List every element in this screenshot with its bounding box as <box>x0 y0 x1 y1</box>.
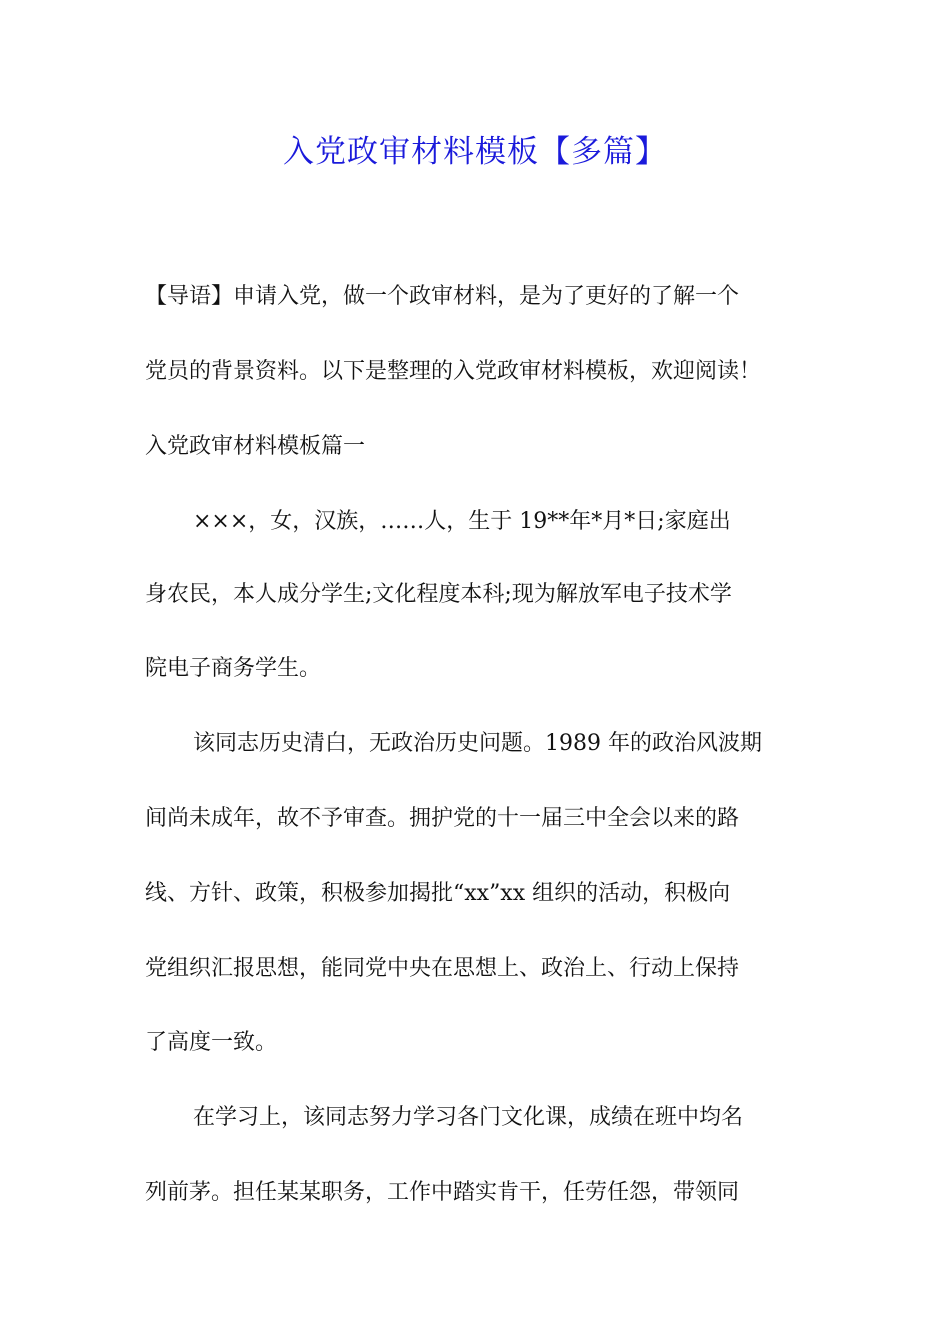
document-title: 入党政审材料模板【多篇】 <box>283 134 667 170</box>
paragraph-line: 在学习上，该同志努力学习各门文化课，成绩在班中均名 <box>193 1105 744 1130</box>
paragraph-line: 党员的背景资料。以下是整理的入党政审材料模板，欢迎阅读！ <box>145 359 762 384</box>
paragraph-line: 了高度一致。 <box>145 1030 278 1055</box>
paragraph-line: 线、方针、政策，积极参加揭批“xx”xx 组织的活动，积极向 <box>145 881 731 906</box>
paragraph-line: 院电子商务学生。 <box>145 656 322 681</box>
section-heading: 入党政审材料模板篇一 <box>145 434 366 459</box>
paragraph-line: ×××，女，汉族，……人，生于 19**年*月*日;家庭出 <box>193 509 731 534</box>
paragraph-line: 身农民，本人成分学生;文化程度本科;现为解放军电子技术学 <box>145 582 732 607</box>
paragraph-line: 列前茅。担任某某职务，工作中踏实肯干，任劳任怨，带领同 <box>145 1180 740 1205</box>
paragraph-line: 党组织汇报思想，能同党中央在思想上、政治上、行动上保持 <box>145 956 740 981</box>
paragraph-line: 【导语】申请入党，做一个政审材料，是为了更好的了解一个 <box>145 284 740 309</box>
paragraph-line: 该同志历史清白，无政治历史问题。1989 年的政治风波期 <box>193 731 762 756</box>
paragraph-line: 间尚未成年，故不予审查。拥护党的十一届三中全会以来的路 <box>145 806 740 831</box>
